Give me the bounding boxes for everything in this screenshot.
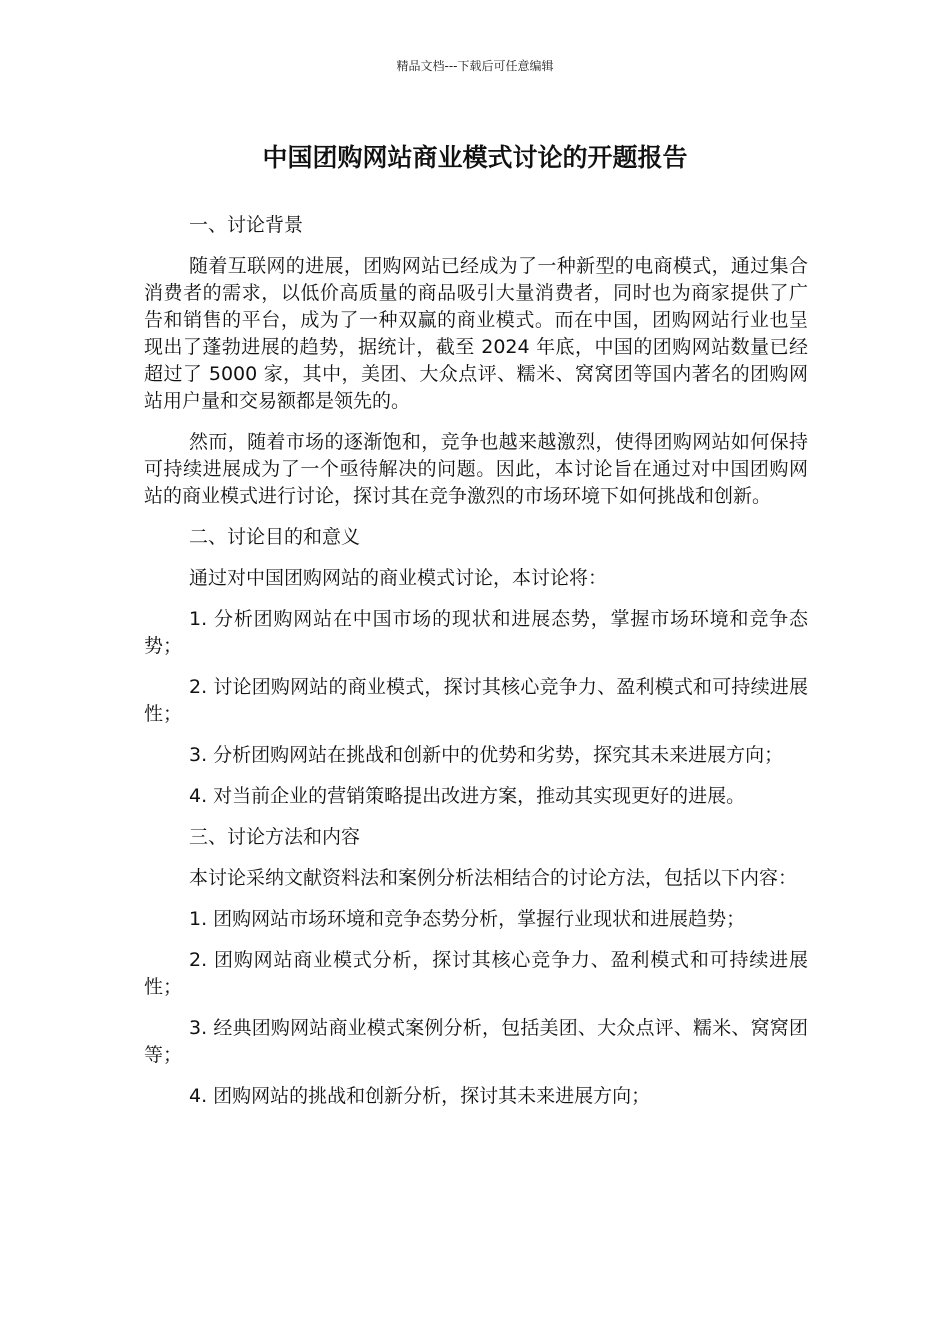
- list-item-method-4: 4. 团购网站的挑战和创新分析，探讨其未来进展方向；: [189, 1085, 651, 1107]
- paragraph-method-intro: 本讨论采纳文献资料法和案例分析法相结合的讨论方法，包括以下内容：: [189, 867, 798, 889]
- document-body: [144, 212, 808, 1124]
- paragraph-background-1: 随着互联网的进展，团购网站已经成为了一种新型的电商模式，通过集合消费者的需求，以低价高质量的商品吸引大量消费者，同时也为商家提供了广告和销售的平台，成为了一种双赢的商业模式。而在中国，团购网站行业也呈现出了蓬勃进展的趋势，据统计，截至 2024 年底，中国的团购网站数量已经超过了 5000 家，其中，美团、大众点评、糯米、窝窝团等国内著名的团购网站用户量和交易额都是领先的。: [144, 255, 808, 412]
- section-heading-purpose: 二、讨论目的和意义: [189, 526, 361, 548]
- section-heading-background: 一、讨论背景: [189, 214, 304, 236]
- list-item-method-2: 2. 团购网站商业模式分析，探讨其核心竞争力、盈利模式和可持续进展性；: [144, 949, 808, 998]
- paragraph-background-2: 然而，随着市场的逐渐饱和，竞争也越来越激烈，使得团购网站如何保持可持续进展成为了一个亟待解决的问题。因此，本讨论旨在通过对中国团购网站的商业模式进行讨论，探讨其在竞争激烈的市场环境下如何挑战和创新。: [144, 431, 808, 507]
- list-item-purpose-4: 4. 对当前企业的营销策略提出改进方案，推动其实现更好的进展。: [189, 785, 746, 807]
- list-item-purpose-3: 3. 分析团购网站在挑战和创新中的优势和劣势，探究其未来进展方向；: [189, 744, 784, 766]
- list-item-method-1: 1. 团购网站市场环境和竞争态势分析，掌握行业现状和进展趋势；: [189, 908, 746, 930]
- list-item-purpose-1: 1. 分析团购网站在中国市场的现状和进展态势，掌握市场环境和竞争态势；: [144, 608, 808, 657]
- paragraph-purpose-intro: 通过对中国团购网站的商业模式讨论，本讨论将：: [189, 567, 608, 589]
- list-item-purpose-2: 2. 讨论团购网站的商业模式，探讨其核心竞争力、盈利模式和可持续进展性；: [144, 676, 808, 725]
- document-title: 中国团购网站商业模式讨论的开题报告: [262, 143, 688, 172]
- header-note: 精品文档---下载后可任意编辑: [396, 59, 554, 73]
- list-item-method-3: 3. 经典团购网站商业模式案例分析，包括美团、大众点评、糯米、窝窝团等；: [144, 1017, 808, 1066]
- section-heading-method: 三、讨论方法和内容: [189, 826, 361, 848]
